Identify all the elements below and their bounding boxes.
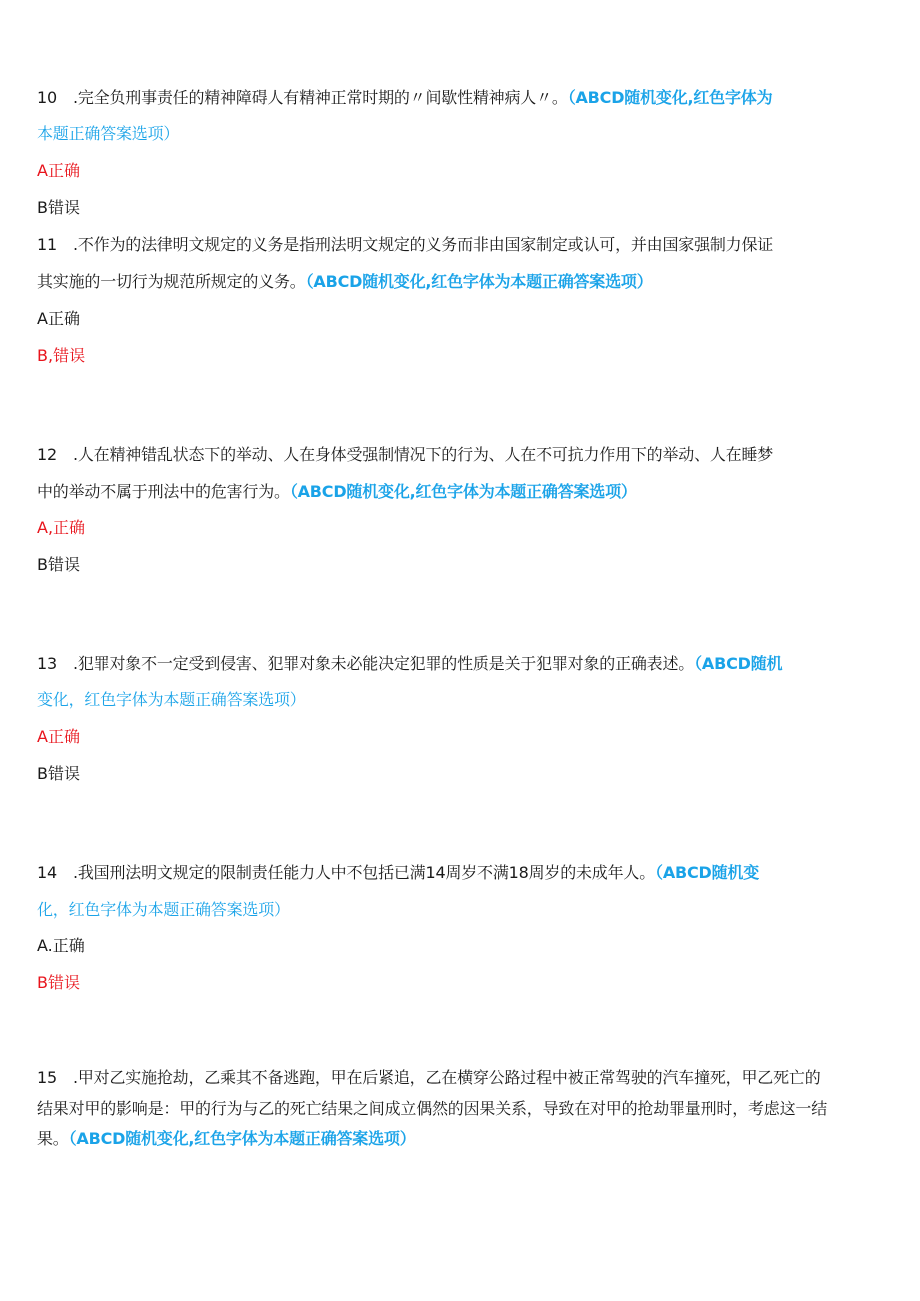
question-number: 13 — [37, 654, 57, 673]
question-13-line-2 — [37, 690, 306, 710]
question-number: 11 — [37, 235, 57, 254]
question-14-option-a: A.正确 — [37, 936, 85, 955]
question-11-line-2 — [37, 272, 653, 292]
question-15-line-2 — [37, 1099, 827, 1119]
question-14-line-1 — [37, 863, 759, 883]
question-13-option-a: A正确 — [37, 727, 80, 746]
question-number: 10 — [37, 88, 57, 107]
question-12-line-1 — [37, 445, 773, 465]
question-12-line-2 — [37, 482, 637, 502]
answer-note: （ABCD随机变 — [655, 863, 760, 882]
question-number: 15 — [37, 1068, 57, 1087]
question-10-option-a: A正确 — [37, 161, 80, 180]
question-text: .我国刑法明文规定的限制责任能力人中不包括已满14周岁不满18周岁的未成年人。 — [73, 863, 656, 882]
question-15-line-1 — [37, 1068, 821, 1088]
question-13-line-1 — [37, 654, 782, 674]
question-text: .人在精神错乱状态下的举动、人在身体受强制情况下的行为、人在不可抗力作用下的举动、人在睡梦 — [73, 445, 774, 464]
answer-note: 本题正确答案选项） — [37, 124, 180, 143]
question-11-option-b: B,错误 — [37, 346, 86, 365]
question-12-option-a: A,正确 — [37, 518, 86, 537]
question-number: 14 — [37, 863, 57, 882]
answer-note: （ABCD随机变化,红色字体为 — [567, 88, 773, 107]
question-10-line-2 — [37, 124, 179, 144]
question-number: 12 — [37, 445, 57, 464]
question-13-option-b: B错误 — [37, 764, 80, 783]
question-text: 其实施的一切行为规范所规定的义务。 — [37, 272, 306, 291]
question-text: .甲对乙实施抢劫，乙乘其不备逃跑，甲在后紧追，乙在横穿公路过程中被正常驾驶的汽车撞死，甲乙死亡的 — [73, 1068, 821, 1087]
answer-note: （ABCD随机变化,红色字体为本题正确答案选项） — [305, 272, 653, 291]
question-15-line-3 — [37, 1129, 416, 1149]
answer-note: （ABCD随机 — [694, 654, 783, 673]
question-14-line-2 — [37, 900, 290, 920]
answer-note: （ABCD随机变化,红色字体为本题正确答案选项） — [289, 482, 637, 501]
question-10-option-b: B错误 — [37, 198, 80, 217]
question-text: 结果对甲的影响是：甲的行为与乙的死亡结果之间成立偶然的因果关系，导致在对甲的抢劫罪量刑时，考虑这一结 — [37, 1099, 828, 1118]
question-text: 中的举动不属于刑法中的危害行为。 — [37, 482, 290, 501]
question-11-line-1 — [37, 235, 773, 255]
question-text: .完全负刑事责任的精神障碍人有精神正常时期的〃间歇性精神病人〃。 — [73, 88, 568, 107]
question-11-option-a: A正确 — [37, 309, 80, 328]
question-text: .犯罪对象不一定受到侵害、犯罪对象未必能决定犯罪的性质是关于犯罪对象的正确表述。 — [73, 654, 695, 673]
question-text: 果。 — [37, 1129, 69, 1148]
answer-note: 化，红色字体为本题正确答案选项） — [37, 900, 290, 919]
answer-note: （ABCD随机变化,红色字体为本题正确答案选项） — [68, 1129, 416, 1148]
question-12-option-b: B错误 — [37, 555, 80, 574]
question-text: .不作为的法律明文规定的义务是指刑法明文规定的义务而非由国家制定或认可，并由国家强制力保证 — [73, 235, 774, 254]
question-14-option-b: B错误 — [37, 973, 80, 992]
question-10-line-1 — [37, 88, 772, 108]
answer-note: 变化，红色字体为本题正确答案选项） — [37, 690, 306, 709]
